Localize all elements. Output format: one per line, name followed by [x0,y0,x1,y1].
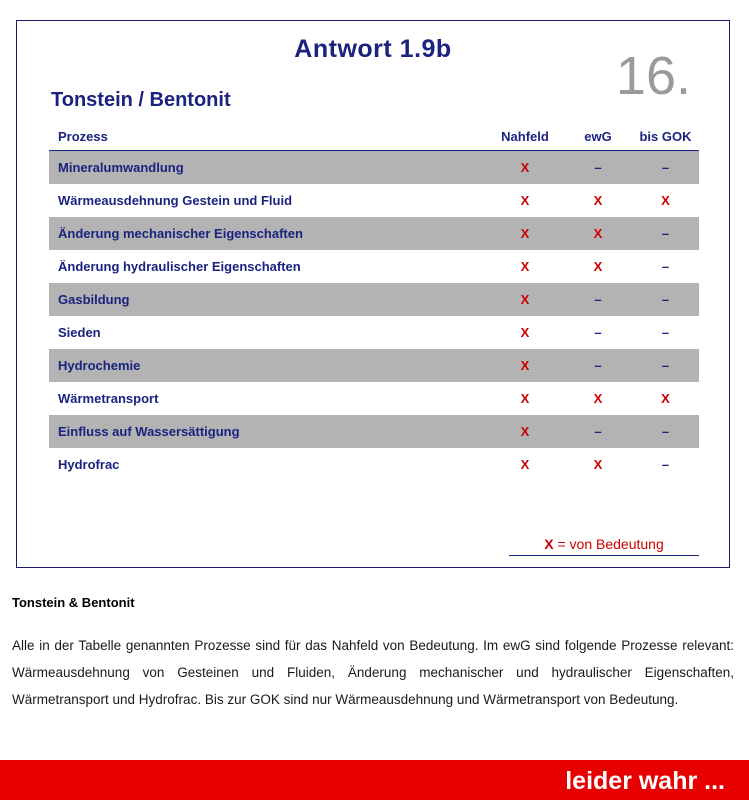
cell-ewg: – [564,415,632,448]
row-process-label: Wärmeausdehnung Gestein und Fluid [58,193,293,208]
cell-bis-gok: – [632,151,699,185]
cell-ewg: – [564,349,632,382]
cell-nahfeld: X [520,193,530,208]
cell-nahfeld: X [486,415,564,448]
column-header-nahfeld: Nahfeld [486,124,564,151]
body-paragraph: Alle in der Tabelle genannten Prozesse sind für das Nahfeld von Bedeutung. Im ewG sind folgende Prozesse relevant: Wärmeausdehnung von Gesteinen und Fluiden, Änderung mechanischer und hydraulischer Eigenschaften, Wärmetransport und Hydrofrac. Bis zur GOK sind nur Wärmeausdehnung und Wärmetransport von Bedeutung. [12,638,734,707]
cell-nahfeld: X [520,259,530,274]
table-row [49,217,699,250]
cell-ewg: – [564,151,632,185]
cell-ewg: X [564,217,632,250]
slide-number: 16. [615,46,691,106]
cell-ewg: X [593,259,603,274]
cell-bis-gok: – [632,349,699,382]
column-header-bis-gok: bis GOK [632,124,699,151]
cell-bis-gok: – [661,259,670,274]
column-header-ewg: ewG [564,124,632,151]
table-row [49,415,699,448]
cell-nahfeld: X [486,283,564,316]
legend [509,536,699,556]
section-title: Tonstein / Bentonit [51,89,231,111]
table-row [49,349,699,382]
footer-bar [0,760,749,800]
table-row [49,151,699,185]
cell-bis-gok: – [661,457,670,472]
cell-bis-gok: – [632,283,699,316]
cell-bis-gok: – [632,415,699,448]
cell-bis-gok: X [661,193,670,208]
cell-nahfeld: X [486,151,564,185]
row-process-label: Hydrofrac [58,457,120,472]
table-row [49,283,699,316]
slide-container [16,20,730,568]
row-process-label: Hydrochemie [49,349,486,382]
legend-mark: X [544,536,554,552]
cell-bis-gok: X [661,391,670,406]
table-row [49,382,699,415]
table-row [49,184,699,217]
row-process-label: Sieden [58,325,101,340]
legend-text: = von Bedeutung [557,536,664,552]
cell-ewg: X [593,391,603,406]
row-process-label: Gasbildung [49,283,486,316]
process-matrix-table [49,124,699,481]
table-row [49,316,699,349]
table-header-row [49,124,699,151]
table-row [49,250,699,283]
cell-ewg: – [594,325,602,340]
row-process-label: Änderung mechanischer Eigenschaften [49,217,486,250]
cell-ewg: X [593,193,603,208]
table-row [49,448,699,481]
row-process-label: Einfluss auf Wassersättigung [49,415,486,448]
body-heading: Tonstein & Bentonit [12,595,135,610]
cell-bis-gok: – [632,217,699,250]
cell-ewg: X [593,457,603,472]
cell-nahfeld: X [486,349,564,382]
cell-nahfeld: X [520,457,530,472]
cell-nahfeld: X [520,391,530,406]
cell-ewg: – [564,283,632,316]
cell-bis-gok: – [661,325,670,340]
cell-nahfeld: X [486,217,564,250]
footer-text: leider wahr ... [565,767,725,795]
slide-title: Antwort 1.9b [294,35,452,63]
row-process-label: Wärmetransport [58,391,159,406]
column-header-prozess: Prozess [49,124,486,151]
row-process-label: Änderung hydraulischer Eigenschaften [58,259,301,274]
cell-nahfeld: X [520,325,530,340]
row-process-label: Mineralumwandlung [49,151,486,185]
